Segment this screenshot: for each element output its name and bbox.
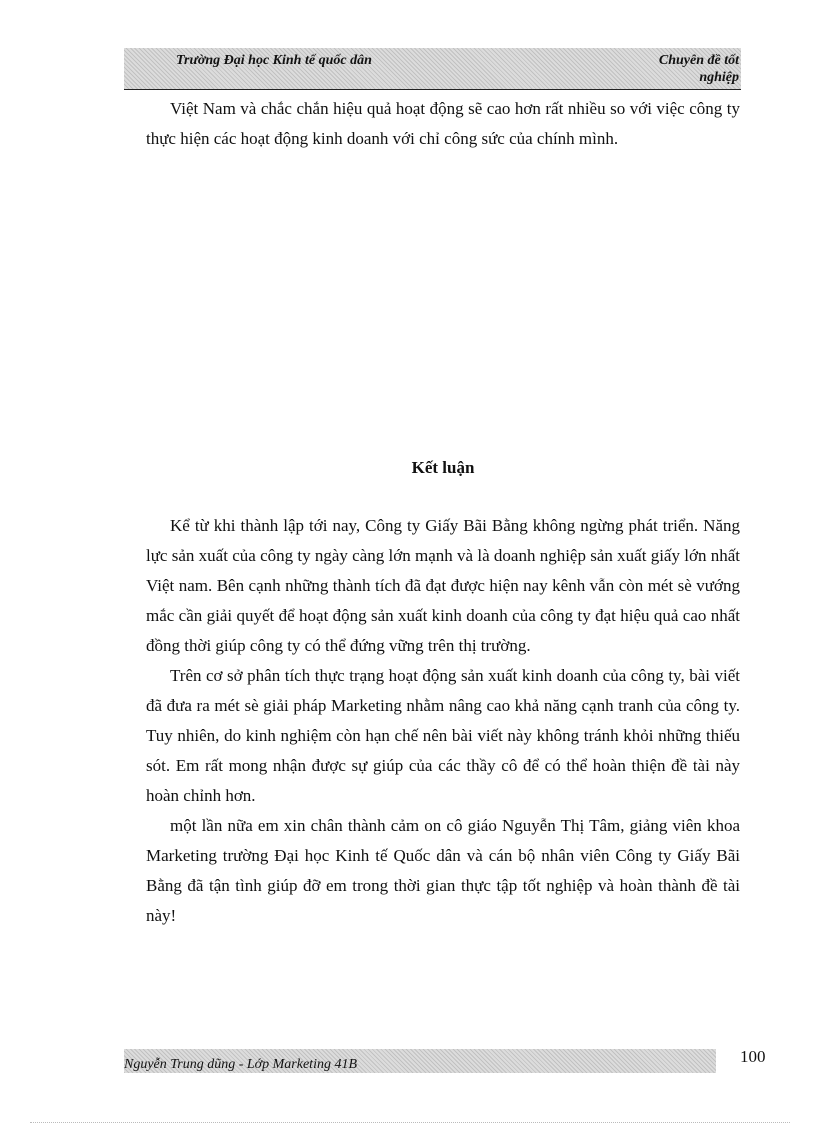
paragraph-3: một lần nữa em xin chân thành cảm on cô giáo Nguyễn Thị Tâm, giảng viên khoa Marketing trường Đại học Kinh tế Quốc dân và cán bộ nhân viên Công ty Giấy Bãi Bằng đã tận tình giúp đỡ em trong thời gian thực tập tốt nghiệp và hoàn thành đề tài này! — [146, 816, 740, 925]
section-title: Kết luận — [411, 458, 475, 477]
header-university: Trường Đại học Kinh tế quốc dân — [176, 53, 372, 68]
paragraph-1: Kể từ khi thành lập tới nay, Công ty Giấy Bãi Bằng không ngừng phát triển. Năng lực sản xuất của công ty ngày càng lớn mạnh và là doanh nghiệp sản xuất giấy lớn nhất Việt nam. Bên cạnh những thành tích đã đạt được hiện nay kênh vẫn còn mét sè vướng mắc cần giải quyết để hoạt động sản xuất kinh doanh của công ty đạt hiệu quả cao nhất đồng thời giúp công ty có thể đứng vững trên thị trường. — [146, 516, 740, 655]
page-footer — [124, 1049, 716, 1073]
intro-paragraph: Việt Nam và chắc chắn hiệu quả hoạt động sẽ cao hơn rất nhiều so với việc công ty thực hiện các hoạt động kinh doanh với chỉ công sức của chính mình. — [146, 99, 740, 148]
conclusion-body — [146, 511, 740, 931]
page-header — [124, 48, 741, 90]
footer-author: Nguyễn Trung dũng - Lớp Marketing 41B — [124, 1057, 358, 1072]
page-number: 100 — [740, 1047, 766, 1066]
paragraph-2: Trên cơ sở phân tích thực trạng hoạt động sản xuất kinh doanh của công ty, bài viết đã đưa ra mét sè giải pháp Marketing nhằm nâng cao khả năng cạnh tranh của công ty. Tuy nhiên, do kinh nghiệm còn hạn chế nên bài viết này không tránh khỏi những thiếu sót. Em rất mong nhận được sự giúp của các thầy cô để có thể hoàn thiện đề tài này hoàn chỉnh hơn. — [146, 666, 740, 805]
header-document-type: Chuyên đề tốt nghiệp — [658, 53, 739, 85]
